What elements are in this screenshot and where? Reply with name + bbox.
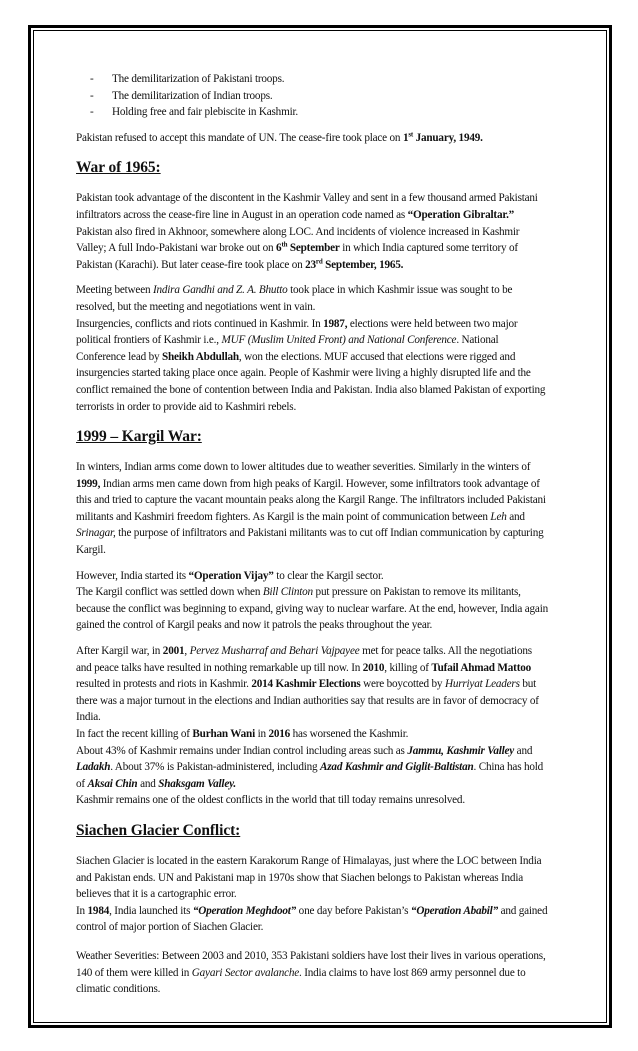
war1965-paragraph-1: Pakistan took advantage of the discontent in the Kashmir Valley and sent in a few thousand armed Pakistani infiltrators across the cease-fire line in August in an operation code named as “Operation Gibraltar.” Pakistan also fired in Akhnoor, somewhere along LOC. And incidents of violence increased in Kashmir Valley; A full Indo-Pakistani war broke out on 6th September in which India captured some territory of Pakistan (Karachi). But later cease-fire took place on 23rd September, 1965. bbox=[76, 192, 538, 271]
kargil-paragraph-2: However, India started its “Operation Vijay” to clear the Kargil sector. bbox=[76, 569, 384, 582]
bullet-dash: - bbox=[90, 73, 94, 85]
war1965-paragraph-2: Meeting between Indira Gandhi and Z. A. Bhutto took place in which Kashmir issue was sought to be resolved, but the meeting and negotiations went in vain. bbox=[76, 284, 513, 313]
kargil-paragraph-5: In fact the recent killing of Burhan Wani in 2016 has worsened the Kashmir. bbox=[76, 728, 409, 740]
ceasefire-paragraph: Pakistan refused to accept this mandate of UN. The cease-fire took place on 1st January, 1949. bbox=[76, 130, 483, 144]
war1965-paragraph-3: Insurgencies, conflicts and riots continued in Kashmir. In 1987, elections were held between two major political frontiers of Kashmir i.e., MUF (Muslim United Front) and National Conference. National Conference lead by Sheikh Abdullah, won the elections. MUF accused that elections were rigged and insurgencies started taking place once again. People of Kashmir were living a highly disrupted life and the conflict remained the bone of contention between India and Pakistan. India also blamed Pakistan of exporting terrorists in order to provide aid to Kashmiri rebels. bbox=[76, 317, 546, 413]
bullet-dash: - bbox=[90, 106, 94, 119]
siachen-paragraph-2: In 1984, India launched its “Operation Meghdoot” one day before Pakistan’s “Operation Ababil” and gained control of major portion of Siachen Glacier. bbox=[76, 904, 548, 934]
bullet-dash: - bbox=[90, 89, 94, 102]
kargil-paragraph-3: The Kargil conflict was settled down when Bill Clinton put pressure on Pakistan to remove its militants, because the conflict was beginning to expand, giving way to nuclear warfare. At the end, however, India again gained the control of Kargil peaks and now it patrols the peaks throughout the year. bbox=[76, 586, 549, 632]
siachen-paragraph-3: Weather Severities: Between 2003 and 2010, 353 Pakistani soldiers have lost their lives in various operations, 140 of them were killed in Gayari Sector avalanche. India claims to have lost 869 army personnel due to climatic conditions. bbox=[76, 949, 546, 996]
section-heading-siachen: Siachen Glacier Conflict: bbox=[76, 821, 241, 839]
kargil-paragraph-6: About 43% of Kashmir remains under Indian control including areas such as Jammu, Kashmir Valley and Ladakh. About 37% is Pakistan-administered, including Azad Kashmir and Giglit-Baltistan. China has hold of Aksai Chin and Shaksgam Valley. bbox=[76, 744, 544, 790]
un-resolution-list bbox=[90, 71, 550, 121]
document-body bbox=[76, 71, 550, 998]
section-heading-kargil-war: 1999 – Kargil War: bbox=[76, 428, 202, 446]
kargil-paragraph-1: In winters, Indian arms come down to lower altitudes due to weather severities. Similarly in the winters of 1999, Indian arms men came down from high peaks of Kargil. However, some infiltrators took advantage of this and tried to capture the vacant mountain peaks along the Kargil Range. The infiltrators included Pakistani militants and Kashmiri freedom fighters. As Kargil is the main point of communication between Leh and Srinagar, the purpose of infiltrators and Pakistani militants was to cut off Indian communication by capturing Kargil. bbox=[76, 461, 546, 557]
kargil-paragraph-7: Kashmir remains one of the oldest conflicts in the world that till today remains unresolved. bbox=[76, 794, 465, 807]
section-heading-war-1965: War of 1965: bbox=[76, 159, 161, 177]
list-item: - The demilitarization of Indian troops. bbox=[90, 88, 550, 105]
list-item: - The demilitarization of Pakistani troops. bbox=[90, 71, 550, 88]
list-item: - Holding free and fair plebiscite in Kashmir. bbox=[90, 104, 550, 121]
siachen-paragraph-1: Siachen Glacier is located in the eastern Karakorum Range of Himalayas, just where the LOC between India and Pakistan ends. UN and Pakistani map in 1970s show that Siachen belongs to Pakistan whereas India believes that it is a cartographic error. bbox=[76, 854, 542, 901]
kargil-paragraph-4: After Kargil war, in 2001, Pervez Musharraf and Behari Vajpayee met for peace talks. All the negotiations and peace talks have resulted in nothing remarkable up till now. In 2010, killing of Tufail Ahmad Mattoo resulted in protests and riots in Kashmir. 2014 Kashmir Elections were boycotted by Hurriyat Leaders but there was a major turnout in the elections and Indian authorities say that results are in favor of democracy of India. bbox=[76, 645, 539, 724]
